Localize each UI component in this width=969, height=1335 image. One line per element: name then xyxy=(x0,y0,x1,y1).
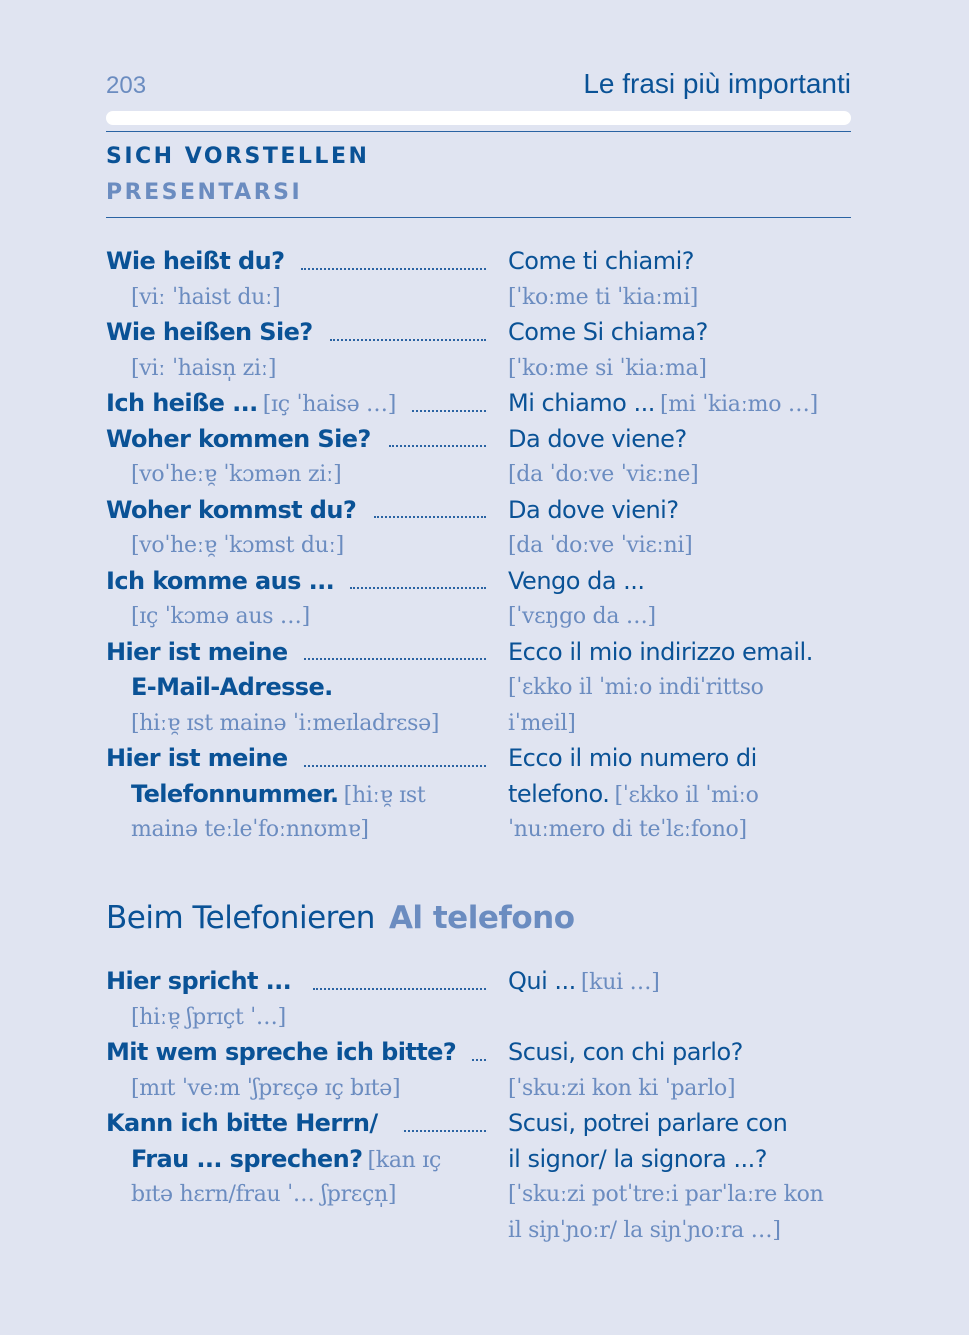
italian-ipa: [ˈkoːme si ˈkiaːma] xyxy=(508,355,707,381)
italian-column xyxy=(508,244,853,315)
italian-column xyxy=(508,635,853,742)
german-phrase-continued: Frau ... sprechen? xyxy=(131,1144,363,1173)
german-phrase: Wie heißt du? xyxy=(106,247,285,275)
italian-phrase: Da dove vieni? xyxy=(508,495,679,524)
phrase-entry xyxy=(106,1106,851,1243)
phrase-entry xyxy=(106,635,851,742)
leader-dots xyxy=(404,1128,486,1132)
italian-phrase: Vengo da ... xyxy=(508,566,645,595)
section-label-italian: PRESENTARSI xyxy=(106,180,303,205)
german-ipa-continued: mainə teːleˈfoːnnʊmɐ] xyxy=(131,817,369,842)
italian-column xyxy=(508,964,853,1000)
phrase-entry xyxy=(106,741,851,848)
running-title: Le frasi più importanti xyxy=(583,68,851,99)
german-column xyxy=(106,1035,486,1106)
german-column xyxy=(106,386,486,422)
german-ipa: [ɪç ˈhaisə …] xyxy=(262,392,397,417)
italian-phrase: Come ti chiami? xyxy=(508,247,694,275)
german-column xyxy=(106,964,486,1035)
german-phrase: Hier spricht ... xyxy=(106,967,292,995)
italian-column xyxy=(508,315,853,386)
german-ipa-continued: bɪtə hɛrn/frau ˈ… ʃprɛçn̩] xyxy=(131,1182,397,1207)
italian-ipa: [ˈɛkko il ˈmiːo xyxy=(614,782,759,808)
italian-phrase-continued: il signor/ la signora ...? xyxy=(508,1144,767,1173)
italian-phrase: Mi chiamo ... xyxy=(508,389,655,417)
german-column xyxy=(106,635,486,742)
german-column xyxy=(106,493,486,564)
german-phrase: Hier ist meine xyxy=(106,637,288,666)
german-ipa: [voˈheːɐ̯ ˈkɔmst duː] xyxy=(131,533,344,558)
german-phrase: Hier ist meine xyxy=(106,744,288,772)
italian-column xyxy=(508,564,853,635)
section2-heading-italian: Al telefono xyxy=(388,900,575,936)
leader-dots xyxy=(301,266,486,270)
italian-phrase: Come Si chiama? xyxy=(508,318,708,346)
italian-column xyxy=(508,493,853,564)
german-column xyxy=(106,741,486,848)
phrase-entry xyxy=(106,244,851,315)
german-phrase: Mit wem spreche ich bitte? xyxy=(106,1038,457,1066)
section2-entries xyxy=(106,964,851,1243)
italian-ipa: [mi ˈkiaːmo …] xyxy=(659,392,818,417)
phrase-entry xyxy=(106,315,851,386)
german-phrase: Kann ich bitte Herrn/ xyxy=(106,1109,378,1137)
italian-phrase: Da dove viene? xyxy=(508,424,687,453)
phrase-entry xyxy=(106,422,851,493)
leader-dots xyxy=(350,585,486,589)
italian-ipa-continued: iˈmeil] xyxy=(508,710,576,736)
leader-dots xyxy=(330,337,486,341)
italian-ipa: [ˈkoːme ti ˈkiaːmi] xyxy=(508,284,699,310)
italian-phrase-continued: telefono. xyxy=(508,779,610,808)
german-phrase: Woher kommst du? xyxy=(106,495,357,524)
phrase-entry xyxy=(106,964,851,1035)
italian-ipa: [ˈskuːzi kon ki ˈparlo] xyxy=(508,1075,736,1101)
german-ipa: [hiːɐ̯ ɪst xyxy=(343,782,426,808)
section2-heading xyxy=(106,900,575,936)
german-ipa: [hiːɐ̯ ɪst mainə ˈiːmeɪladrɛsə] xyxy=(131,710,440,736)
german-phrase: Ich heiße ... xyxy=(106,389,258,417)
italian-column xyxy=(508,741,853,848)
leader-dots xyxy=(313,986,486,990)
italian-phrase: Ecco il mio numero di xyxy=(508,744,757,772)
german-phrase: Wie heißen Sie? xyxy=(106,318,313,346)
leader-dots xyxy=(304,656,486,660)
german-ipa: [ɪç ˈkɔmə aus …] xyxy=(131,604,310,629)
italian-ipa: [ˈɛkko il ˈmiːo indiˈrittso xyxy=(508,675,764,700)
german-ipa: [voˈheːɐ̯ ˈkɔmən ziː] xyxy=(131,462,342,487)
german-ipa: [kan ɪç xyxy=(367,1147,441,1173)
german-column xyxy=(106,244,486,315)
italian-ipa: [da ˈdoːve ˈviɛːni] xyxy=(508,533,693,558)
header-bar xyxy=(106,111,851,125)
divider-section xyxy=(106,217,851,218)
german-phrase: Ich komme aus ... xyxy=(106,566,335,595)
italian-column xyxy=(508,422,853,493)
leader-dots xyxy=(374,514,486,518)
german-column xyxy=(106,315,486,386)
italian-phrase: Qui ... xyxy=(508,967,576,995)
phrase-entry xyxy=(106,564,851,635)
italian-ipa-continued: il siɲˈɲoːr/ la siɲˈɲoːra …] xyxy=(508,1217,781,1243)
leader-dots xyxy=(472,1057,486,1061)
german-phrase: Woher kommen Sie? xyxy=(106,424,371,453)
italian-phrase: Ecco il mio indirizzo email. xyxy=(508,637,813,666)
page-number: 203 xyxy=(106,72,147,99)
german-column xyxy=(106,1106,486,1213)
german-column xyxy=(106,422,486,493)
german-column xyxy=(106,564,486,635)
section1-entries xyxy=(106,244,851,848)
leader-dots xyxy=(389,443,486,447)
italian-ipa: [ˈvɛŋgo da …] xyxy=(508,604,656,629)
phrase-entry xyxy=(106,493,851,564)
section-label-german: SICH VORSTELLEN xyxy=(106,144,370,169)
german-phrase-continued: Telefonnummer. xyxy=(131,779,339,808)
german-ipa: [mɪt ˈveːm ˈʃprɛçə ɪç bɪtə] xyxy=(131,1075,401,1101)
page-header xyxy=(106,68,851,104)
italian-column xyxy=(508,386,853,422)
italian-ipa-continued: ˈnuːmero di teˈlɛːfono] xyxy=(508,817,747,842)
italian-ipa: [da ˈdoːve ˈviɛːne] xyxy=(508,462,699,487)
italian-ipa: [kui …] xyxy=(580,970,660,995)
leader-dots xyxy=(412,408,486,412)
leader-dots xyxy=(304,763,486,767)
italian-column xyxy=(508,1106,853,1248)
italian-phrase: Scusi, con chi parlo? xyxy=(508,1038,743,1066)
german-ipa: [hiːɐ̯ ʃprɪçt ˈ…] xyxy=(131,1004,286,1030)
german-phrase-continued: E-Mail-Adresse. xyxy=(131,673,333,701)
german-ipa: [viː ˈhaisn̩ ziː] xyxy=(131,355,277,381)
italian-ipa: [ˈskuːzi potˈtreːi parˈlaːre kon xyxy=(508,1182,824,1207)
italian-phrase: Scusi, potrei parlare con xyxy=(508,1109,788,1137)
phrase-entry xyxy=(106,1035,851,1106)
phrase-entry xyxy=(106,386,851,422)
section2-heading-german: Beim Telefonieren xyxy=(106,900,375,936)
italian-column xyxy=(508,1035,853,1106)
german-ipa: [viː ˈhaist duː] xyxy=(131,284,281,310)
divider-top xyxy=(106,131,851,132)
